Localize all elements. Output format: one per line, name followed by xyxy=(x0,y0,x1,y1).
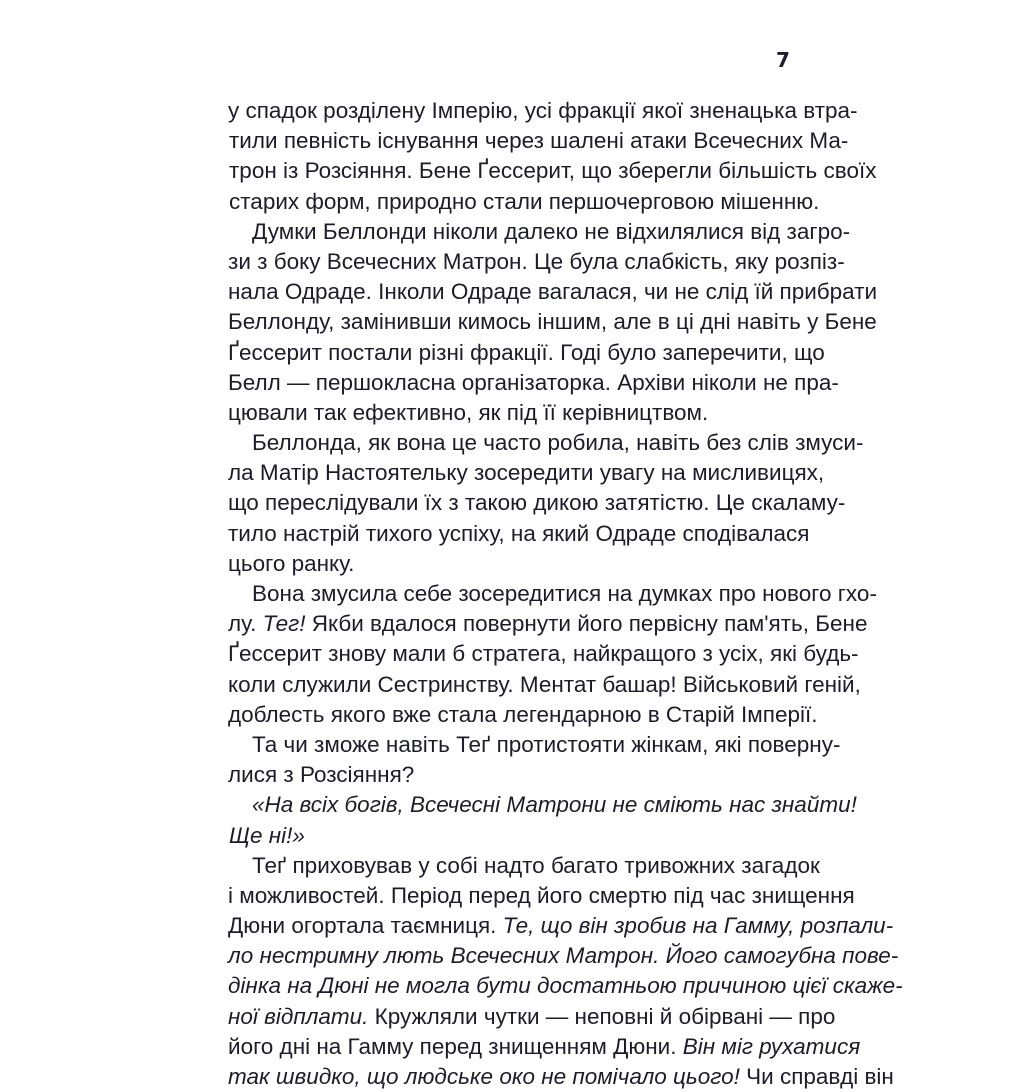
text-line xyxy=(228,96,858,126)
text-line xyxy=(228,670,861,700)
text-segment: його дні на Гамму перед знищенням Дюни. xyxy=(228,1033,683,1059)
italic-text: Тег! xyxy=(262,611,306,637)
text-line xyxy=(228,881,855,911)
text-segment: трон із Розсіяння. Бене Ґессерит, що зберегли більшість своїх xyxy=(229,158,877,184)
text-segment: тило настрій тихого успіху, на який Одраде сподівалася xyxy=(228,520,810,546)
text-line xyxy=(228,156,877,186)
text-segment: лу. xyxy=(228,611,263,637)
text-line xyxy=(228,760,802,790)
text-line xyxy=(228,1002,836,1032)
text-line xyxy=(228,277,878,307)
text-segment: цього ранку. xyxy=(228,550,355,576)
text-line xyxy=(228,609,868,639)
text-segment: Чи справді він xyxy=(739,1064,894,1089)
text-segment: у спадок розділену Імперію, усі фракції якої зненацька втра- xyxy=(228,98,858,123)
text-segment: Вона змусила себе зосередитися на думках про нового гхо- xyxy=(252,581,877,606)
text-segment: Якби вдалося повернути його первісну пам'ять, Бене xyxy=(305,611,868,637)
text-segment: лися з Розсіяння? xyxy=(228,762,415,788)
italic-text: дінка на Дюні не могла бути достатньою причиною цієї скаже- xyxy=(228,973,903,999)
text-line xyxy=(228,217,851,247)
text-segment: Беллонду, замінивши кимось іншим, але в ці дні навіть у Бене xyxy=(228,309,877,335)
italic-text: ної відплати. xyxy=(228,1003,369,1029)
text-segment: Теґ приховував у собі надто багато тривожних загадок xyxy=(252,852,820,878)
text-segment: Дюни огортала таємниця. xyxy=(228,913,503,939)
text-segment: нала Одраде. Інколи Одраде вагалася, чи не слід їй прибрати xyxy=(228,279,878,305)
text-segment: що переслідували їх з такою дикою затятістю. Це скаламу- xyxy=(228,490,846,516)
text-line xyxy=(228,519,810,549)
text-line xyxy=(228,398,802,428)
text-line xyxy=(228,458,825,488)
text-line xyxy=(228,700,818,730)
text-line xyxy=(228,368,839,398)
text-line xyxy=(228,549,802,579)
text-line xyxy=(228,579,877,609)
text-line xyxy=(228,821,802,851)
text-segment: ла Матір Настоятельку зосередити увагу на мисливицях, xyxy=(228,460,825,486)
text-line xyxy=(228,338,825,368)
italic-text: так швидко, що людське око не помічало цього! xyxy=(228,1064,740,1089)
italic-text: ло нестримну лють Всечесних Матрон. Його самогубна пове- xyxy=(228,943,899,969)
text-line xyxy=(228,971,903,1001)
text-line xyxy=(228,126,849,156)
text-segment: Кружляли чутки — неповні й обірвані — про xyxy=(368,1003,836,1029)
text-segment: і можливостей. Період перед його смертю під час знищення xyxy=(228,882,855,908)
text-line xyxy=(228,790,857,820)
italic-text: «На всіх богів, Всечесні Матрони не сміють нас знайти! xyxy=(252,792,857,818)
text-segment: зи з боку Всечесних Матрон. Це була слабкість, яку розпіз- xyxy=(228,248,845,274)
text-line xyxy=(228,851,820,881)
text-segment: старих форм, природно стали першочерговою мішенню. xyxy=(229,188,820,214)
text-block xyxy=(228,96,903,1092)
text-line xyxy=(228,247,845,277)
text-line xyxy=(228,187,820,217)
text-segment: Ґессерит знову мали б стратега, найкращого з усіх, які будь- xyxy=(228,641,859,667)
text-segment: Думки Беллонди ніколи далеко не відхилялися від загро- xyxy=(252,218,851,244)
text-line xyxy=(228,1032,861,1062)
text-line xyxy=(228,941,899,971)
italic-text: Ще ні!» xyxy=(229,822,305,848)
text-segment: тили певність існування через шалені атаки Всечесних Ма- xyxy=(229,128,849,154)
text-segment: доблесть якого вже стала легендарною в Старій Імперії. xyxy=(228,701,818,727)
italic-text: Те, що він зробив на Гамму, розпали- xyxy=(502,913,894,939)
text-line xyxy=(228,307,877,337)
text-line xyxy=(228,488,846,518)
text-line xyxy=(228,1062,894,1092)
text-line xyxy=(228,730,841,760)
page-number: 7 xyxy=(776,48,790,72)
text-line xyxy=(228,911,894,941)
italic-text: Він міг рухатися xyxy=(682,1033,861,1059)
text-segment: цювали так ефективно, як під її керівництвом. xyxy=(228,399,709,425)
text-line xyxy=(228,428,864,458)
text-segment: Ґессерит постали різні фракції. Годі було заперечити, що xyxy=(228,339,825,365)
text-segment: Беллонда, як вона це часто робила, навіть без слів змуси- xyxy=(252,430,864,456)
text-line xyxy=(228,639,859,669)
text-segment: коли служили Сестринству. Ментат башар! Військовий геній, xyxy=(228,671,861,697)
text-segment: Та чи зможе навіть Теґ протистояти жінкам, які поверну- xyxy=(252,731,841,757)
text-segment: Белл — першокласна організаторка. Архіви ніколи не пра- xyxy=(228,369,839,395)
